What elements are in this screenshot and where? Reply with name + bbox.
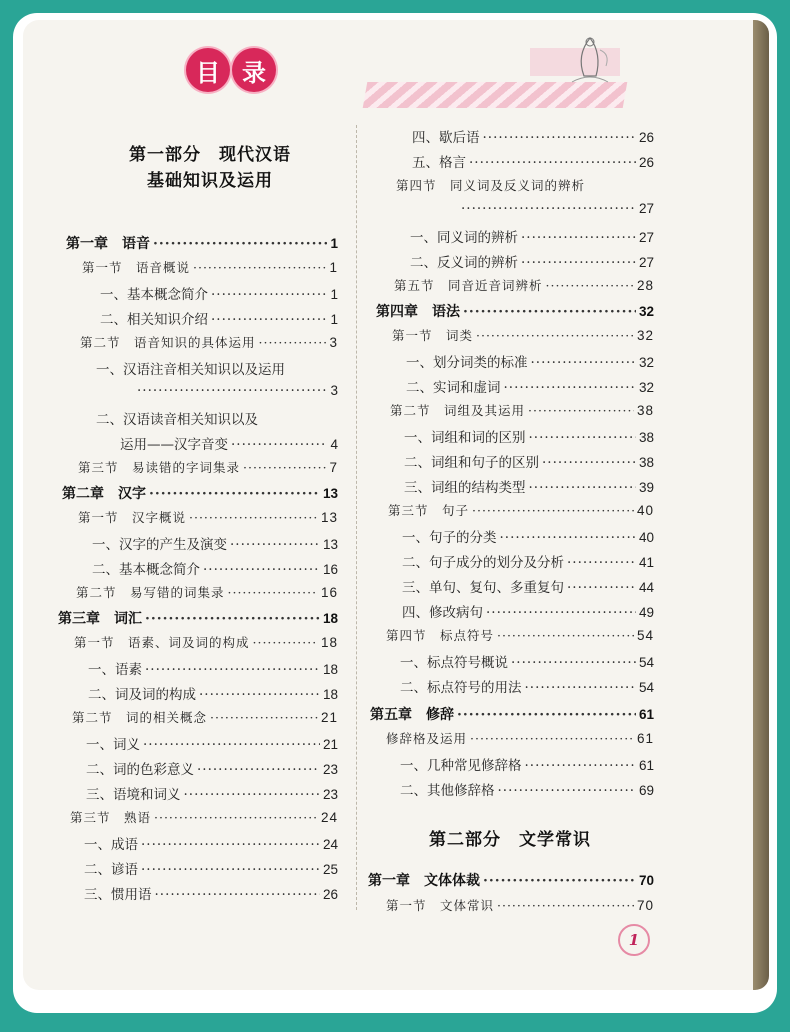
toc-label: 一、划分词类的标准: [406, 355, 528, 371]
toc-entry[interactable]: [82, 258, 338, 276]
toc-entry[interactable]: [402, 526, 654, 546]
toc-page: 54: [638, 655, 654, 670]
leader-dots: [199, 687, 320, 703]
title-char-1: 目: [186, 48, 230, 92]
ink-painting-figure-icon: [560, 32, 620, 86]
toc-label: 二、实词和虚词: [406, 380, 501, 396]
toc-entry[interactable]: [406, 376, 654, 396]
toc-entry[interactable]: [84, 833, 338, 853]
leader-dots: [463, 304, 636, 320]
leader-dots: [546, 278, 634, 293]
leader-dots: [145, 662, 320, 678]
toc-entry[interactable]: [402, 601, 654, 621]
toc-label: 第三章 词汇: [58, 611, 142, 627]
toc-label: 二、词的色彩意义: [86, 762, 194, 778]
toc-page: 16: [322, 562, 338, 577]
leader-dots: [511, 655, 636, 671]
toc-label: 三、语境和词义: [86, 787, 181, 803]
toc-label: 第二节 词的相关概念: [72, 710, 208, 725]
toc-entry[interactable]: [400, 779, 654, 799]
toc-entry[interactable]: [84, 858, 338, 878]
leader-dots: [259, 335, 327, 350]
leader-dots: [521, 255, 636, 271]
leader-dots: [470, 731, 634, 746]
toc-entry[interactable]: [78, 458, 338, 476]
toc-page: 38: [638, 430, 654, 445]
toc-entry[interactable]: [400, 754, 654, 774]
leader-dots: [193, 260, 326, 275]
toc-page: 25: [322, 862, 338, 877]
toc-page: 1: [330, 287, 338, 302]
toc-label: 第三节 句子: [388, 503, 470, 518]
toc-page: 18: [320, 635, 338, 650]
toc-label: 一、词义: [86, 737, 140, 753]
toc-page: 1: [329, 260, 338, 275]
toc-page: 24: [322, 837, 338, 852]
leader-dots: [149, 486, 320, 502]
leader-dots: [243, 460, 326, 475]
toc-page: 26: [638, 130, 654, 145]
toc-label: 二、谚语: [84, 862, 138, 878]
toc-label: 二、词组和句子的区别: [404, 455, 539, 471]
toc-entry[interactable]: [62, 483, 338, 503]
toc-page: 18: [322, 662, 338, 677]
part1-subtitle: 基础知识及运用: [147, 171, 273, 191]
toc-page: 40: [636, 503, 654, 518]
leader-dots: [461, 201, 636, 217]
toc-entry[interactable]: [400, 651, 654, 671]
toc-page: 38: [636, 403, 654, 418]
toc-entry[interactable]: [76, 583, 338, 601]
toc-entry[interactable]: [410, 226, 654, 246]
toc-entry[interactable]: [134, 383, 338, 399]
toc-label: 修辞格及运用: [386, 731, 468, 746]
toc-label: 第二章 汉字: [62, 486, 146, 502]
leader-dots: [153, 236, 327, 252]
toc-page: 18: [322, 611, 338, 626]
leader-dots: [567, 555, 636, 571]
toc-entry[interactable]: [72, 708, 338, 726]
toc-page: 54: [638, 680, 654, 695]
book-spine-shadow: [753, 20, 769, 990]
toc-label: 第三节 熟语: [70, 810, 152, 825]
toc-page: 18: [322, 687, 338, 702]
page-number: 1: [618, 924, 650, 956]
title-char-2: 录: [232, 48, 276, 92]
leader-dots: [210, 710, 318, 725]
leader-dots: [155, 887, 320, 903]
toc-label: 四、歇后语: [412, 130, 480, 146]
leader-dots: [189, 510, 318, 525]
leader-dots: [542, 455, 636, 471]
toc-label: 五、格言: [412, 155, 466, 171]
leader-dots: [504, 380, 636, 396]
toc-entry[interactable]: [412, 151, 654, 171]
leader-dots: [211, 287, 327, 303]
leader-dots: [197, 762, 320, 778]
toc-page: 7: [329, 460, 338, 475]
toc-label: 第一节 文体常识: [386, 898, 495, 913]
toc-page: 32: [638, 304, 654, 319]
toc-label: 一、语素: [88, 662, 142, 678]
leader-dots: [143, 737, 320, 753]
toc-page: 40: [638, 530, 654, 545]
toc-label: 一、汉语注音相关知识以及运用: [96, 362, 285, 378]
toc-label: 一、基本概念简介: [100, 287, 208, 303]
toc-page: 26: [322, 887, 338, 902]
leader-dots: [486, 605, 636, 621]
toc-page: 41: [638, 555, 654, 570]
toc-entry[interactable]: [58, 608, 338, 628]
part2-title: 第二部分 文学常识: [429, 830, 591, 850]
leader-dots: [154, 810, 318, 825]
toc-entry[interactable]: [402, 551, 654, 571]
toc-entry[interactable]: [388, 501, 654, 519]
toc-entry[interactable]: [86, 733, 338, 753]
toc-label: 一、汉字的产生及演变: [92, 537, 227, 553]
leader-dots: [472, 503, 634, 518]
toc-label: 第二节 易写错的词集录: [76, 585, 225, 600]
toc-label: 第二节 词组及其运用: [390, 403, 526, 418]
toc-entry[interactable]: [86, 758, 338, 778]
toc-entry[interactable]: [386, 626, 654, 644]
leader-dots: [498, 783, 636, 799]
toc-entry[interactable]: [386, 729, 654, 747]
toc-page: 16: [320, 585, 338, 600]
toc-page: 4: [330, 437, 338, 452]
leader-dots: [184, 787, 320, 803]
toc-page: 27: [638, 230, 654, 245]
toc-entry[interactable]: [74, 633, 338, 651]
leader-dots: [521, 230, 636, 246]
toc-page: 13: [320, 510, 338, 525]
leader-dots: [567, 580, 636, 596]
toc-page: 26: [638, 155, 654, 170]
toc-entry[interactable]: [88, 658, 338, 678]
toc-label: 第四节 标点符号: [386, 628, 495, 643]
toc-entry[interactable]: [88, 683, 338, 703]
part1-title: 第一部分 现代汉语: [129, 145, 291, 165]
toc-page: 32: [636, 328, 654, 343]
toc-entry[interactable]: [404, 426, 654, 446]
leader-dots: [525, 758, 636, 774]
toc-page: 38: [638, 455, 654, 470]
leader-dots: [529, 480, 636, 496]
toc-label: 第一节 语音概说: [82, 260, 191, 275]
toc-entry[interactable]: [66, 233, 338, 253]
leader-dots: [469, 155, 636, 171]
leader-dots: [525, 680, 636, 696]
toc-entry[interactable]: [410, 251, 654, 271]
toc-entry[interactable]: [376, 301, 654, 321]
toc-entry[interactable]: [394, 276, 654, 294]
toc-label: 一、标点符号概说: [400, 655, 508, 671]
leader-dots: [529, 430, 636, 446]
toc-entry[interactable]: [402, 576, 654, 596]
toc-label: 一、成语: [84, 837, 138, 853]
toc-entry[interactable]: [392, 326, 654, 344]
toc-page: 13: [322, 486, 338, 501]
toc-title: [186, 48, 278, 94]
toc-label: 第一章 文体体裁: [368, 873, 480, 889]
leader-dots: [211, 312, 327, 328]
toc-page: 27: [638, 201, 654, 216]
toc-page: 61: [638, 758, 654, 773]
toc-page: 49: [638, 605, 654, 620]
toc-page: 27: [638, 255, 654, 270]
toc-label: 第一节 汉字概说: [78, 510, 187, 525]
leader-dots: [141, 862, 320, 878]
toc-label: 二、相关知识介绍: [100, 312, 208, 328]
toc-label: 二、汉语读音相关知识以及: [96, 412, 258, 428]
toc-label: 二、词及词的构成: [88, 687, 196, 703]
toc-label: 三、词组的结构类型: [404, 480, 526, 496]
leader-dots: [528, 403, 634, 418]
toc-page: 28: [636, 278, 654, 293]
toc-entry[interactable]: [390, 401, 654, 419]
leader-dots: [457, 707, 636, 723]
toc-label: 第五节 同音近音词辨析: [394, 278, 543, 293]
toc-entry[interactable]: [404, 451, 654, 471]
leader-dots: [500, 530, 636, 546]
toc-label: 一、词组和词的区别: [404, 430, 526, 446]
toc-entry[interactable]: [396, 176, 654, 194]
leader-dots: [497, 628, 634, 643]
toc-entry[interactable]: [120, 433, 338, 453]
leader-dots: [203, 562, 320, 578]
toc-page: 3: [329, 335, 338, 350]
toc-label: 第一节 语素、词及词的构成: [74, 635, 250, 650]
toc-entry[interactable]: [412, 126, 654, 146]
toc-entry[interactable]: [78, 508, 338, 526]
toc-page: 21: [320, 710, 338, 725]
toc-entry[interactable]: [370, 704, 654, 724]
toc-label: 一、句子的分类: [402, 530, 497, 546]
toc-entry[interactable]: [92, 533, 338, 553]
toc-page: 70: [638, 873, 654, 888]
toc-entry[interactable]: [92, 558, 338, 578]
toc-page: 1: [330, 312, 338, 327]
leader-dots: [531, 355, 636, 371]
toc-page: 32: [638, 355, 654, 370]
leader-dots: [145, 611, 320, 627]
toc-label: 二、标点符号的用法: [400, 680, 522, 696]
toc-entry[interactable]: [386, 896, 654, 914]
leader-dots: [141, 837, 320, 853]
toc-entry[interactable]: [100, 283, 338, 303]
toc-page: 39: [638, 480, 654, 495]
toc-page: 44: [638, 580, 654, 595]
leader-dots: [253, 635, 318, 650]
toc-entry[interactable]: [96, 408, 338, 428]
toc-label: 第一节 词类: [392, 328, 474, 343]
toc-entry[interactable]: [406, 351, 654, 371]
toc-label: 三、惯用语: [84, 887, 152, 903]
toc-entry[interactable]: [368, 870, 654, 890]
toc-page: 24: [320, 810, 338, 825]
toc-label: 一、同义词的辨析: [410, 230, 518, 246]
leader-dots: [137, 383, 327, 399]
toc-page: 54: [636, 628, 654, 643]
toc-entry[interactable]: [70, 808, 338, 826]
toc-page: 13: [322, 537, 338, 552]
toc-page: 21: [322, 737, 338, 752]
toc-page: 69: [638, 783, 654, 798]
leader-dots: [483, 873, 636, 889]
toc-page: 3: [330, 383, 338, 398]
toc-page: 70: [636, 898, 654, 913]
toc-page: 61: [636, 731, 654, 746]
toc-label: 第三节 易读错的字词集录: [78, 460, 241, 475]
toc-label: 运用——汉字音变: [120, 437, 228, 453]
toc-label: 三、单句、复句、多重复句: [402, 580, 564, 596]
toc-label: 二、基本概念简介: [92, 562, 200, 578]
leader-dots: [483, 130, 636, 146]
toc-entry[interactable]: [404, 476, 654, 496]
leader-dots: [228, 585, 318, 600]
toc-entry[interactable]: [80, 333, 338, 351]
toc-entry[interactable]: [100, 308, 338, 328]
toc-label: 一、几种常见修辞格: [400, 758, 522, 774]
toc-label: 第一章 语音: [66, 236, 150, 252]
leader-dots: [497, 898, 634, 913]
toc-label: 第四章 语法: [376, 304, 460, 320]
toc-label: 第二节 语音知识的具体运用: [80, 335, 256, 350]
toc-entry[interactable]: [96, 358, 338, 378]
toc-page: 23: [322, 787, 338, 802]
toc-label: 二、其他修辞格: [400, 783, 495, 799]
toc-entry[interactable]: [84, 883, 338, 903]
toc-entry[interactable]: [400, 676, 654, 696]
toc-page: 61: [638, 707, 654, 722]
toc-page: 1: [330, 236, 338, 251]
toc-entry[interactable]: [458, 201, 654, 217]
toc-label: 二、反义词的辨析: [410, 255, 518, 271]
toc-entry[interactable]: [86, 783, 338, 803]
leader-dots: [231, 437, 327, 453]
toc-page: 23: [322, 762, 338, 777]
toc-label: 二、句子成分的划分及分析: [402, 555, 564, 571]
toc-label: 四、修改病句: [402, 605, 483, 621]
toc-label: 第五章 修辞: [370, 707, 454, 723]
leader-dots: [476, 328, 634, 343]
leader-dots: [230, 537, 320, 553]
column-divider: [356, 125, 357, 910]
toc-label: 第四节 同义词及反义词的辨析: [396, 178, 586, 193]
toc-page: 32: [638, 380, 654, 395]
